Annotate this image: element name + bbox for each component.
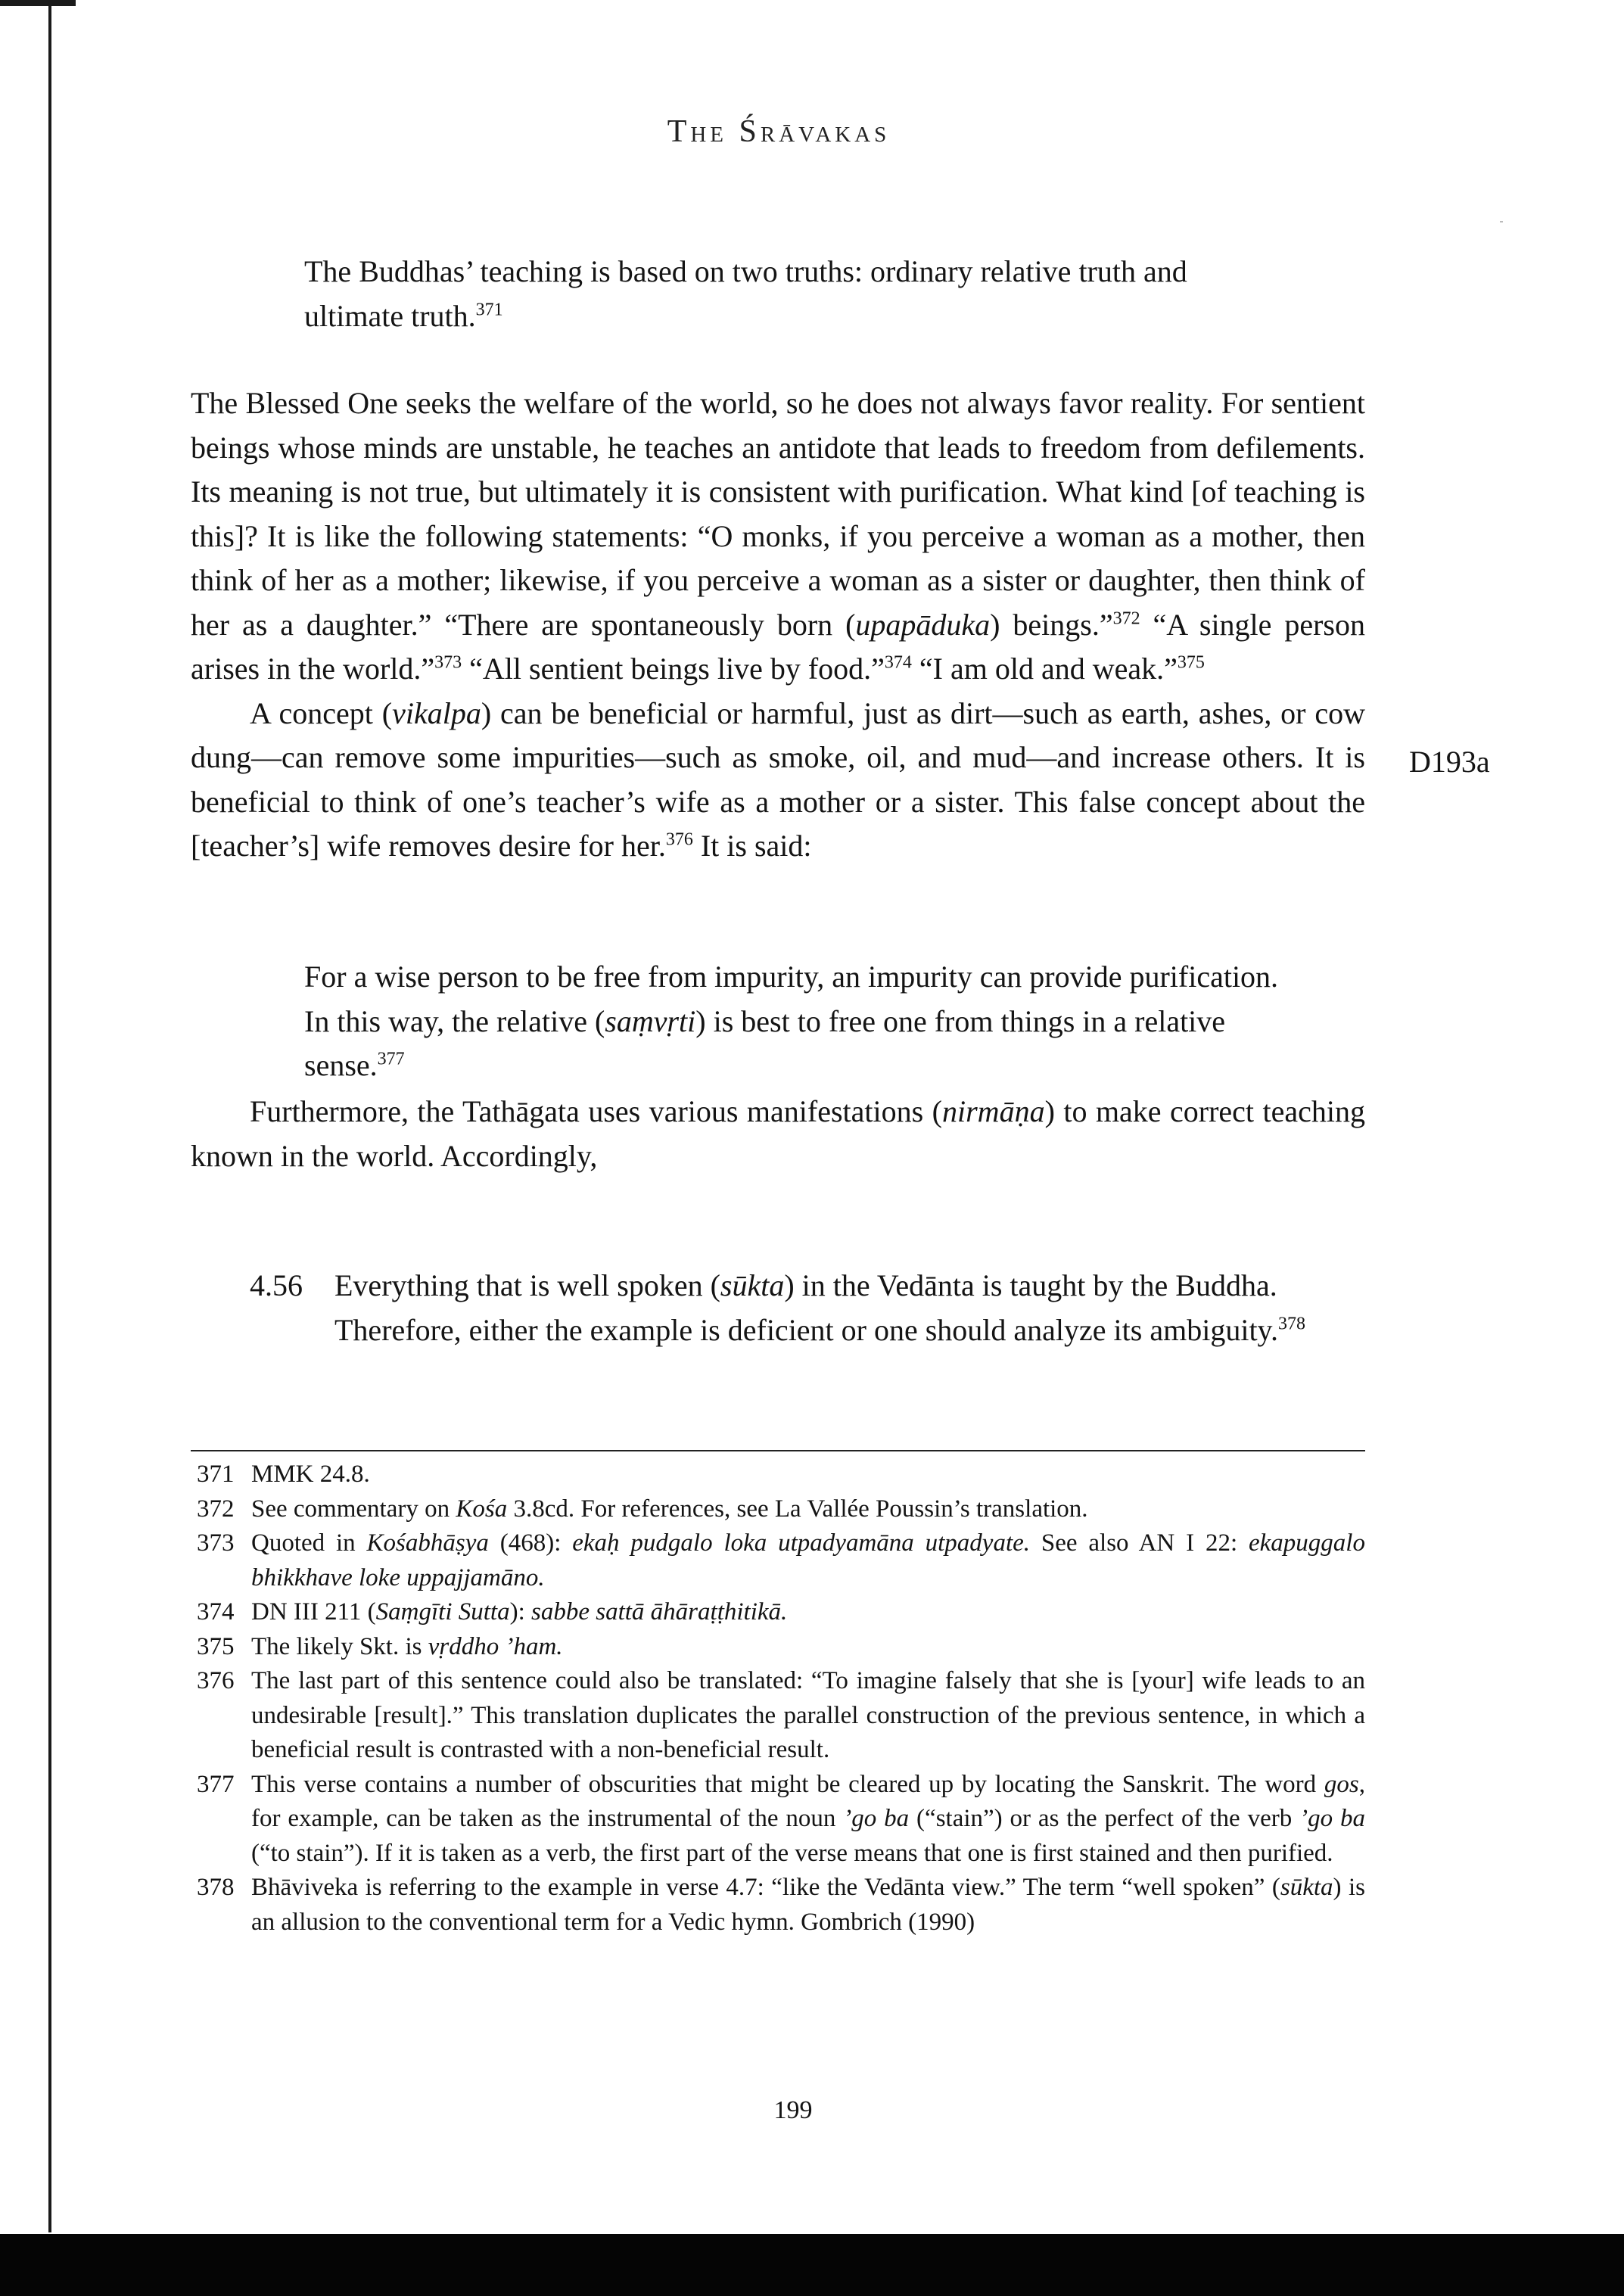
footnote-number: 374 [197,1598,235,1626]
footnote: 374 DN III 211 (Saṃgīti Sutta): sabbe sattā āhāraṭṭhitikā. [191,1595,1365,1630]
verse [250,1264,1309,1352]
footnote-ref[interactable]: 374 [884,652,912,673]
page-number: 199 [773,2096,813,2124]
paragraph-2: A concept (vikalpa) can be beneficial or harmful, just as dirt—such as earth, ashes, or cow dung—can remove some impurities—such as smoke, oil, and mud—and increase others. It is beneficial to think of one’s teacher’s wife as a mother or a sister. This false concept about the [teacher’s] wife removes desire for her.$^{376}$ It is said: [191,695,1366,863]
footnote-number: 378 [197,1874,235,1901]
footnote: 375 The likely Skt. is vṛddho ’ham. [191,1630,1365,1665]
footnote-ref[interactable]: 377 [377,1049,405,1069]
footnote: 371 MMK 24.8. [191,1458,1365,1492]
footnote: 376 The last part of this sentence could also be translated: “To imagine falsely that she is [your] wife leads to an undesirable [result].” This translation duplicates the parallel construction of the previous sentence, in which a beneficial result is contrasted with a non-beneficial result. [191,1664,1365,1768]
footnote-ref[interactable]: 372 [1112,608,1140,629]
paragraph-1: The Blessed One seeks the welfare of the world, so he does not always favor reality. For sentient beings whose minds are unstable, he teaches an antidote that leads to freedom from defilements. Its meaning is not true, but ultimately it is consistent with purification. What kind [of teaching is this]? It is like the following statements: “O monks, if you perceive a woman as a mother, then think of her as a mother; likewise, if you perceive a woman as a sister or daughter, then think of her as a daughter.” “There are spontaneously born (upapāduka) beings.”$^{372}$ “A single person arises in the world.”$^{373}$ “All sentient beings live by food.”$^{374}$ “I am old and weak.”$^{375}$ [191,386,1365,686]
footnotes [191,1458,1365,1940]
binding-edge-top [0,0,76,6]
footnote: 378 Bhāviveka is referring to the example in verse 4.7: “like the Vedānta view.” The term “well spoken” (sūkta) is an allusion to the conventional term for a Vedic hymn. Gombrich (1990) [191,1871,1365,1940]
verse-text: Everything that is well spoken (sūkta) in the Vedānta is taught by the Buddha. Therefore, either the example is deficient or one should analyze its ambiguity.$^{378}$ [334,1268,1305,1347]
block-quote-2: For a wise person to be free from impurity, an impurity can provide purification. In this way, the relative (saṃvṛti) is best to free one from things in a relative sense.$^{377}$ [304,960,1279,1082]
footnote: 377 This verse contains a number of obscurities that might be cleared up by locating the Sanskrit. The word gos, for example, can be taken as the instrumental of the noun ’go ba (“stain”) or as the perfect of the verb ’go ba (“to stain”). If it is taken as a verb, the first part of the verse means that one is first stained and then purified. [191,1768,1365,1871]
footnote-number: 377 [197,1770,235,1798]
paragraph-3: Furthermore, the Tathāgata uses various manifestations (nirmāṇa) to make correct teaching known in the world. Accordingly, [191,1094,1365,1173]
footnote-number: 373 [197,1529,235,1557]
block-quote-1 [304,250,1288,338]
margin-reference: D193a [1409,745,1490,779]
footnote-number: 376 [197,1667,235,1694]
term: vikalpa [392,695,481,730]
footnote-rule [191,1450,1365,1451]
scan-speck [1500,221,1503,222]
footnote-ref[interactable]: 371 [475,300,503,320]
scan-bottom-edge [0,2234,1624,2296]
footnote-ref[interactable]: 373 [434,652,462,673]
term: saṃvṛti [605,1003,696,1038]
main-text [191,381,1365,869]
term: upapāduka [855,607,991,642]
footnote-number: 375 [197,1632,235,1660]
footnote-ref[interactable]: 376 [665,829,693,850]
verse-number: 4.56 [250,1268,303,1302]
footnote: 372 See commentary on Kośa 3.8cd. For references, see La Vallée Poussin’s translation. [191,1492,1365,1527]
footnote-number: 371 [197,1461,235,1488]
footnote-ref[interactable]: 375 [1177,652,1205,673]
binding-edge [48,0,51,2232]
term: nirmāṇa [942,1094,1045,1128]
running-head: The Śrāvakas [667,114,891,149]
footnote-number: 372 [197,1495,235,1523]
quote-text: The Buddhas’ teaching is based on two truths: ordinary relative truth and ultimate truth. [304,254,1187,333]
term: sūkta [720,1268,785,1302]
footnote-ref[interactable]: 378 [1277,1314,1305,1334]
main-text-2 [191,1090,1365,1178]
footnote: 373 Quoted in Kośabhāṣya (468): ekaḥ pudgalo loka utpadyamāna utpadyate. See also AN I 22: ekapuggalo bhikkhave loke uppajjamāno. [191,1526,1365,1595]
